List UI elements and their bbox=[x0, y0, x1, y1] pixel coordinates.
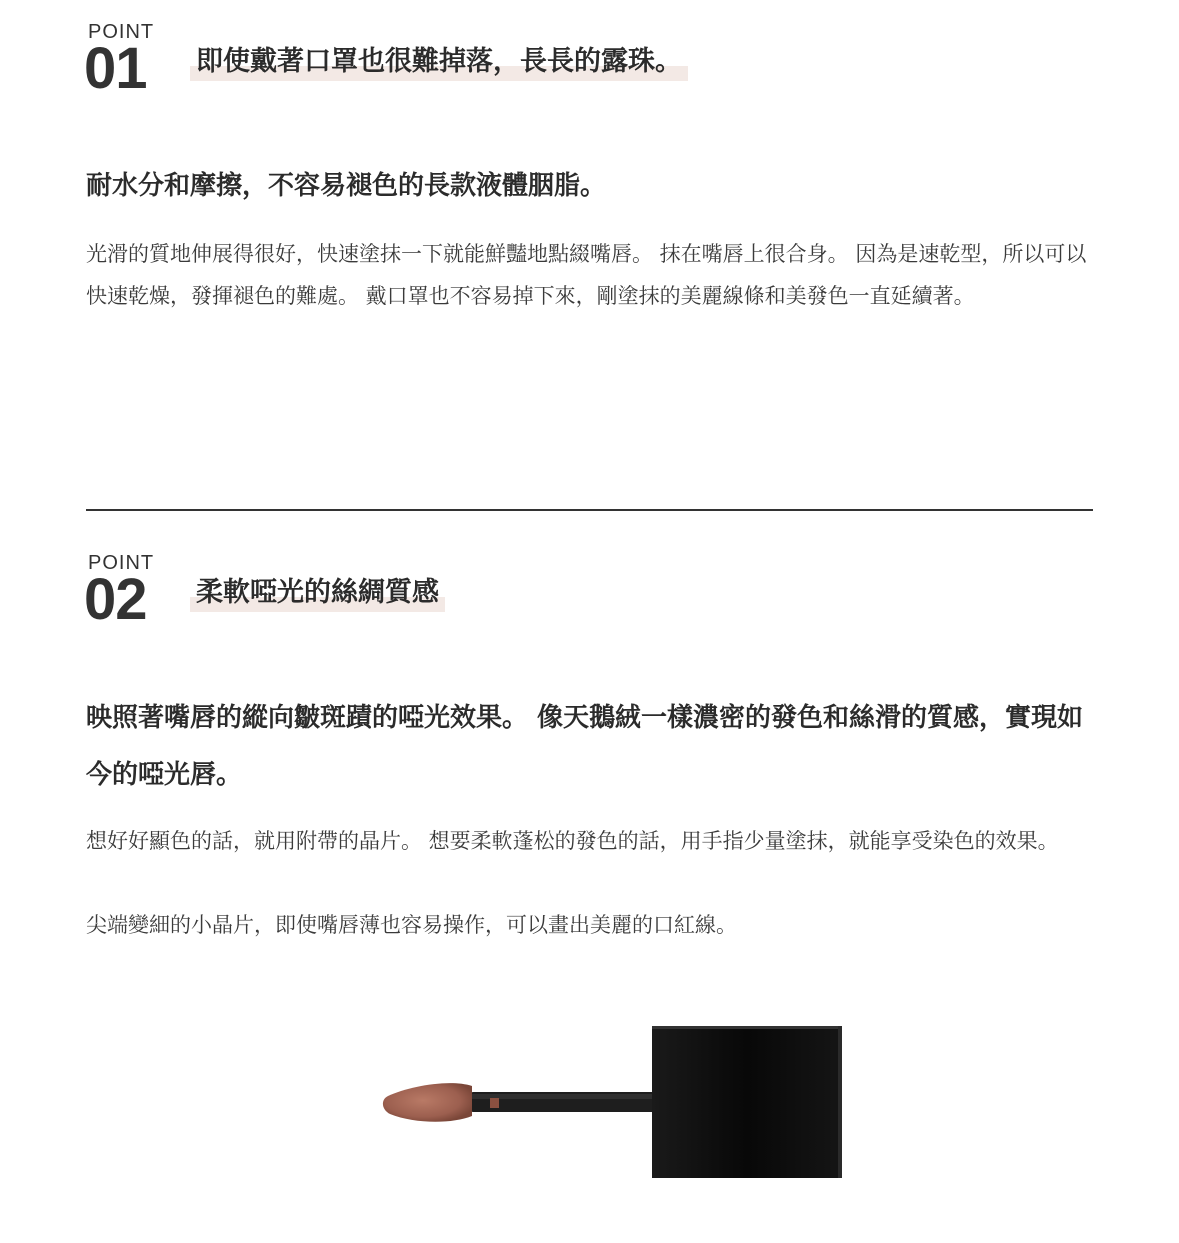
point-01-label: POINT bbox=[88, 21, 155, 43]
point-01-subheading: 耐水分和摩擦，不容易褪色的長款液體胭脂。 bbox=[86, 171, 607, 201]
point-02-headline: 柔軟啞光的絲綢質感 bbox=[190, 579, 445, 612]
point-01-number: 01 bbox=[84, 36, 147, 101]
cap bbox=[652, 1026, 842, 1178]
point-02-subheading: 映照著嘴唇的縱向皺斑蹟的啞光效果。 像天鵝絨一樣濃密的發色和絲滑的質感，實現如今的啞光唇。 bbox=[86, 703, 1084, 790]
point-02-body-2: 尖端變細的小晶片，即使嘴唇薄也容易操作，可以畫出美麗的口紅線。 bbox=[86, 913, 737, 937]
point-02-number: 02 bbox=[84, 567, 147, 632]
point-02-label: POINT bbox=[88, 552, 155, 574]
applicator-band bbox=[490, 1098, 499, 1108]
section-divider bbox=[86, 509, 1093, 511]
point-02-body-1: 想好好顯色的話，就用附帶的晶片。 想要柔軟蓬松的發色的話，用手指少量塗抹，就能享受染色的效果。 bbox=[86, 829, 1059, 853]
point-01-headline: 即使戴著口罩也很難掉落，長長的露珠。 bbox=[190, 48, 688, 81]
lip-applicator-image bbox=[380, 1024, 850, 1184]
point-01-body: 光滑的質地伸展得很好，快速塗抹一下就能鮮豔地點綴嘴唇。 抹在嘴唇上很合身。 因為是速乾型，所以可以快速乾燥，發揮褪色的難處。 戴口罩也不容易掉下來，剛塗抹的美麗線條和美發色一直延續著。 bbox=[86, 242, 1087, 308]
applicator-tip bbox=[383, 1083, 472, 1122]
